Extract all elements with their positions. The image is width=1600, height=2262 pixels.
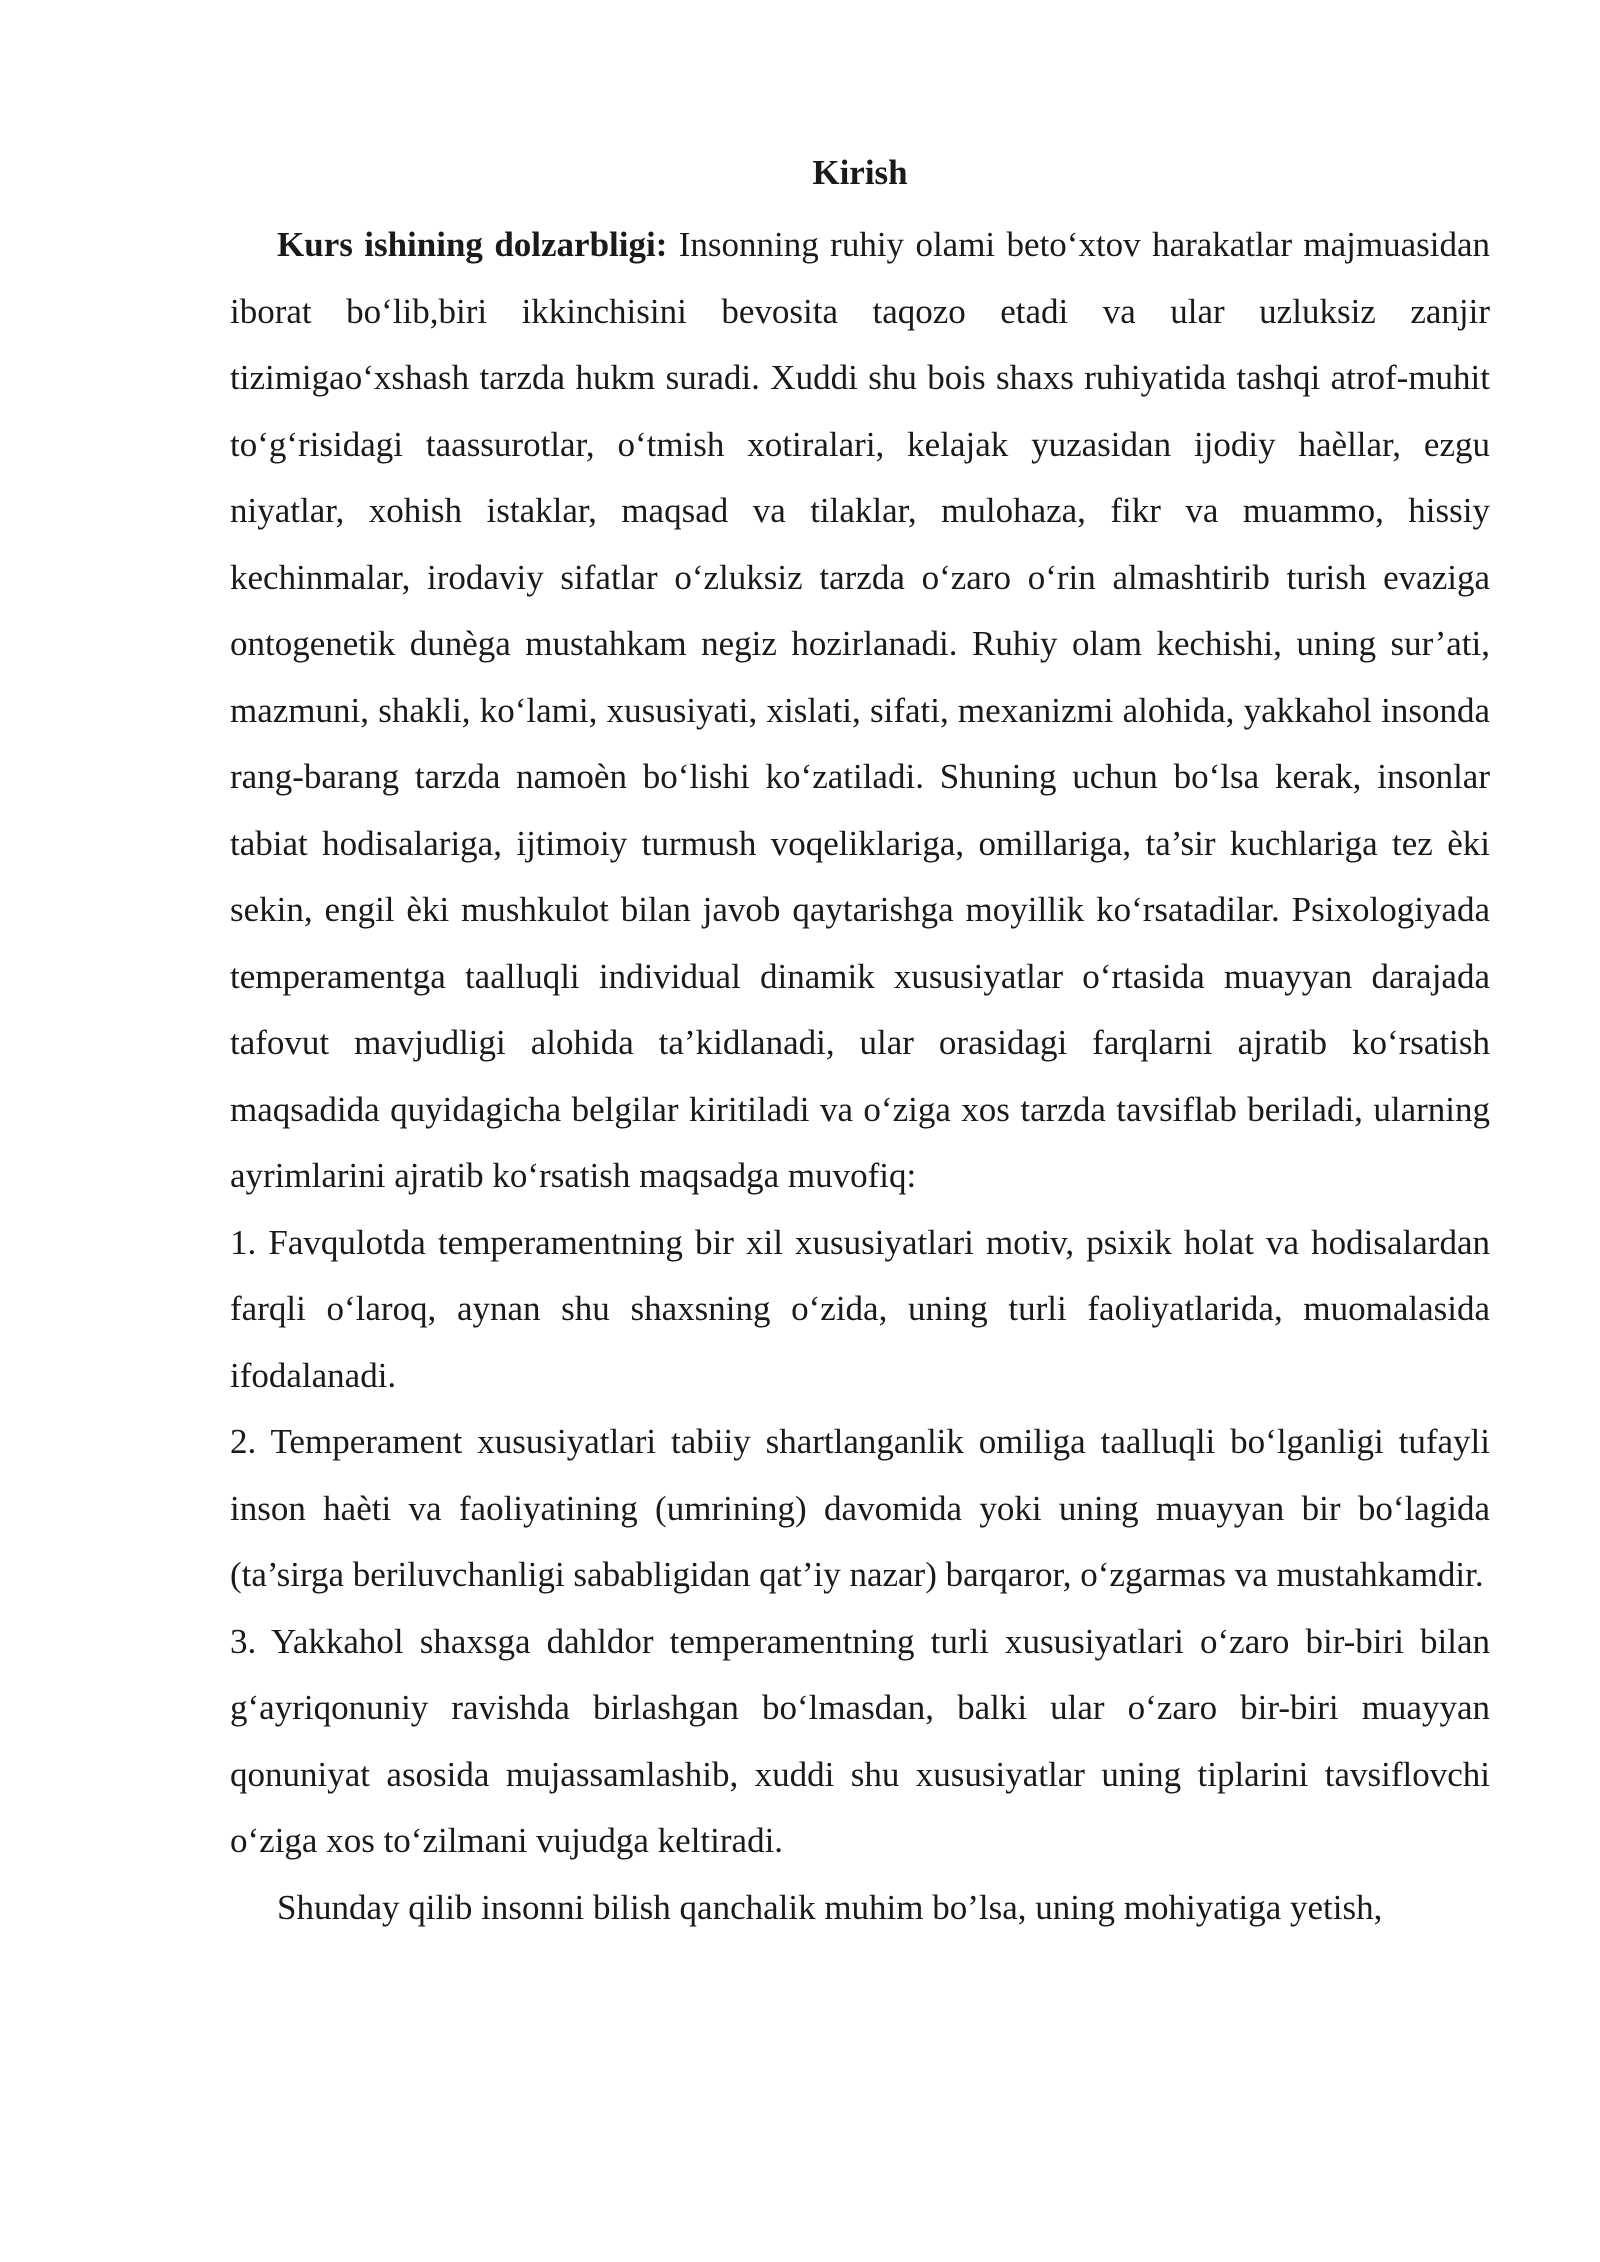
closing-paragraph: Shunday qilib insonni bilish qanchalik muhim bo’lsa, uning mohiyatiga yetish,	[277, 1887, 1383, 1927]
page-title: Kirish	[812, 153, 908, 192]
intro-paragraph	[230, 212, 1490, 1210]
page-content	[230, 146, 1490, 1941]
list-item-3: 3. Yakkahol shaxsga dahldor temperamentning turli xususiyatlari o‘zaro bir-biri bilan g‘ayriqonuniy ravishda birlashgan bo‘lmasdan, balki ular o‘zaro bir-biri muayyan qonuniyat asosida mujassamlashib, xuddi shu xususiyatlar uning tiplarini tavsiflovchi o‘ziga xos to‘zilmani vujudga keltiradi.	[230, 1621, 1490, 1860]
list-item-2: 2. Temperament xususiyatlari tabiiy shartlanganlik omiliga taalluqli bo‘lganligi tufayli inson haèti va faoliyatining (umrining) davomida yoki uning muayyan bir bo‘lagida (ta’sirga beriluvchanligi sababligidan qat’iy nazar) barqaror, o‘zgarmas va mustahkamdir.	[230, 1422, 1490, 1594]
list-item-1: 1. Favqulotda temperamentning bir xil xususiyatlari motiv, psixik holat va hodisalardan farqli o‘laroq, aynan shu shaxsning o‘zida, uning turli faoliyatlarida, muomalasida ifodalanadi.	[230, 1222, 1490, 1395]
intro-text: Insonning ruhiy olami beto‘xtov harakatlar majmuasidan iborat bo‘lib,biri ikkinchisini bevosita taqozo etadi va ular uzluksiz zanjir tizimigao‘xshash tarzda hukm suradi. Xuddi shu bois shaxs ruhiyatida tashqi atrof-muhit to‘g‘risidagi taassurotlar, o‘tmish xotiralari, kelajak yuzasidan ijodiy haèllar, ezgu niyatlar, xohish istaklar, maqsad va tilaklar, mulohaza, fikr va muammo, hissiy kechinmalar, irodaviy sifatlar o‘zluksiz tarzda o‘zaro o‘rin almashtirib turish evaziga ontogenetik dunèga mustahkam negiz hozirlanadi. Ruhiy olam kechishi, uning sur’ati, mazmuni, shakli, ko‘lami, xususiyati, xislati, sifati, mexanizmi alohida, yakkahol insonda rang-barang tarzda namoèn bo‘lishi ko‘zatiladi. Shuning uchun bo‘lsa kerak, insonlar tabiat hodisalariga, ijtimoiy turmush voqeliklariga, omillariga, ta’sir kuchlariga tez èki sekin, engil èki mushkulot bilan javob qaytarishga moyillik ko‘rsatadilar. Psixologiyada temperamentga taalluqli individual dinamik xususiyatlar o‘rtasida muayyan darajada tafovut mavjudligi alohida ta’kidlanadi, ular orasidagi farqlarni ajratib ko‘rsatish maqsadida quyidagicha belgilar kiritiladi va o‘ziga xos tarzda tavsiflab beriladi, ularning ayrimlarini ajratib ko‘rsatish maqsadga muvofiq:	[230, 225, 1490, 1195]
intro-lead: Kurs ishining dolzarbligi:	[277, 225, 668, 264]
